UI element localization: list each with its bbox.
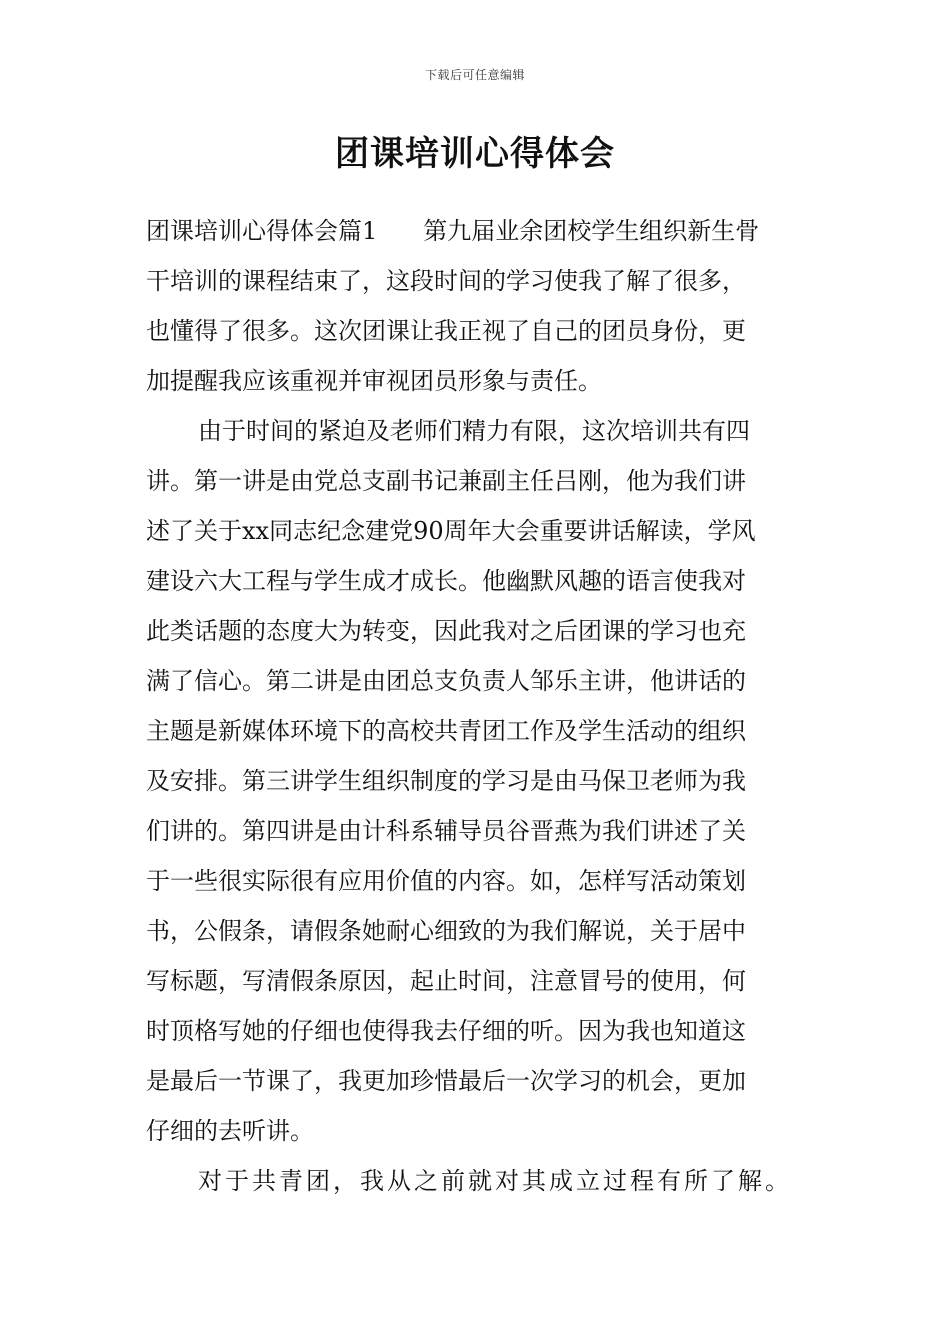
paragraph-1 [146, 206, 808, 406]
paragraph-2 [146, 406, 808, 1156]
paragraph-2-line-10: 于一些很实际很有应用价值的内容。如，怎样写活动策划 [146, 867, 746, 895]
paragraph-2-line-14: 是最后一节课了，我更加珍惜最后一次学习的机会，更加 [146, 1067, 746, 1095]
paragraph-2-line-3: 述了关于xx同志纪念建党90周年大会重要讲话解读，学风 [146, 517, 756, 545]
paragraph-1-line-3: 也懂得了很多。这次团课让我正视了自己的团员身份，更 [146, 317, 746, 345]
paragraph-2-line-1: 由于时间的紧迫及老师们精力有限，这次培训共有四 [198, 417, 750, 445]
paragraph-2-line-12: 写标题，写清假条原因，起止时间，注意冒号的使用，何 [146, 967, 746, 995]
paragraph-2-line-9: 们讲的。第四讲是由计科系辅导员谷晋燕为我们讲述了关 [146, 817, 746, 845]
paragraph-2-line-6: 满了信心。第二讲是由团总支负责人邹乐主讲，他讲话的 [146, 667, 746, 695]
header-note: 下载后可任意编辑 [424, 68, 525, 82]
paragraph-2-line-5: 此类话题的态度大为转变，因此我对之后团课的学习也充 [146, 617, 746, 645]
paragraph-1-line-1 [146, 206, 808, 256]
paragraph-2-line-7: 主题是新媒体环境下的高校共青团工作及学生活动的组织 [146, 717, 746, 745]
paragraph-2-line-2: 讲。第一讲是由党总支副书记兼副主任吕刚，他为我们讲 [146, 467, 746, 495]
paragraph-2-line-15: 仔细的去听讲。 [146, 1117, 314, 1145]
paragraph-3 [146, 1156, 808, 1206]
paragraph-2-line-8: 及安排。第三讲学生组织制度的学习是由马保卫老师为我 [146, 767, 746, 795]
paragraph-2-line-11: 书，公假条，请假条她耐心细致的为我们解说，关于居中 [146, 917, 746, 945]
paragraph-1-line-1-text: 第九届业余团校学生组织新生骨 [423, 217, 760, 245]
paragraph-1-line-2: 干培训的课程结束了，这段时间的学习使我了解了很多， [146, 267, 746, 295]
paragraph-3-line-1: 对于共青团，我从之前就对其成立过程有所了解。 [198, 1167, 792, 1195]
section-label: 团课培训心得体会篇1 [146, 217, 378, 245]
document-title: 团课培训心得体会 [335, 134, 615, 174]
paragraph-2-line-13: 时顶格写她的仔细也使得我去仔细的听。因为我也知道这 [146, 1017, 746, 1045]
paragraph-1-line-4: 加提醒我应该重视并审视团员形象与责任。 [146, 367, 602, 395]
paragraph-2-line-4: 建设六大工程与学生成才成长。他幽默风趣的语言使我对 [146, 567, 746, 595]
document-body [146, 206, 808, 1206]
